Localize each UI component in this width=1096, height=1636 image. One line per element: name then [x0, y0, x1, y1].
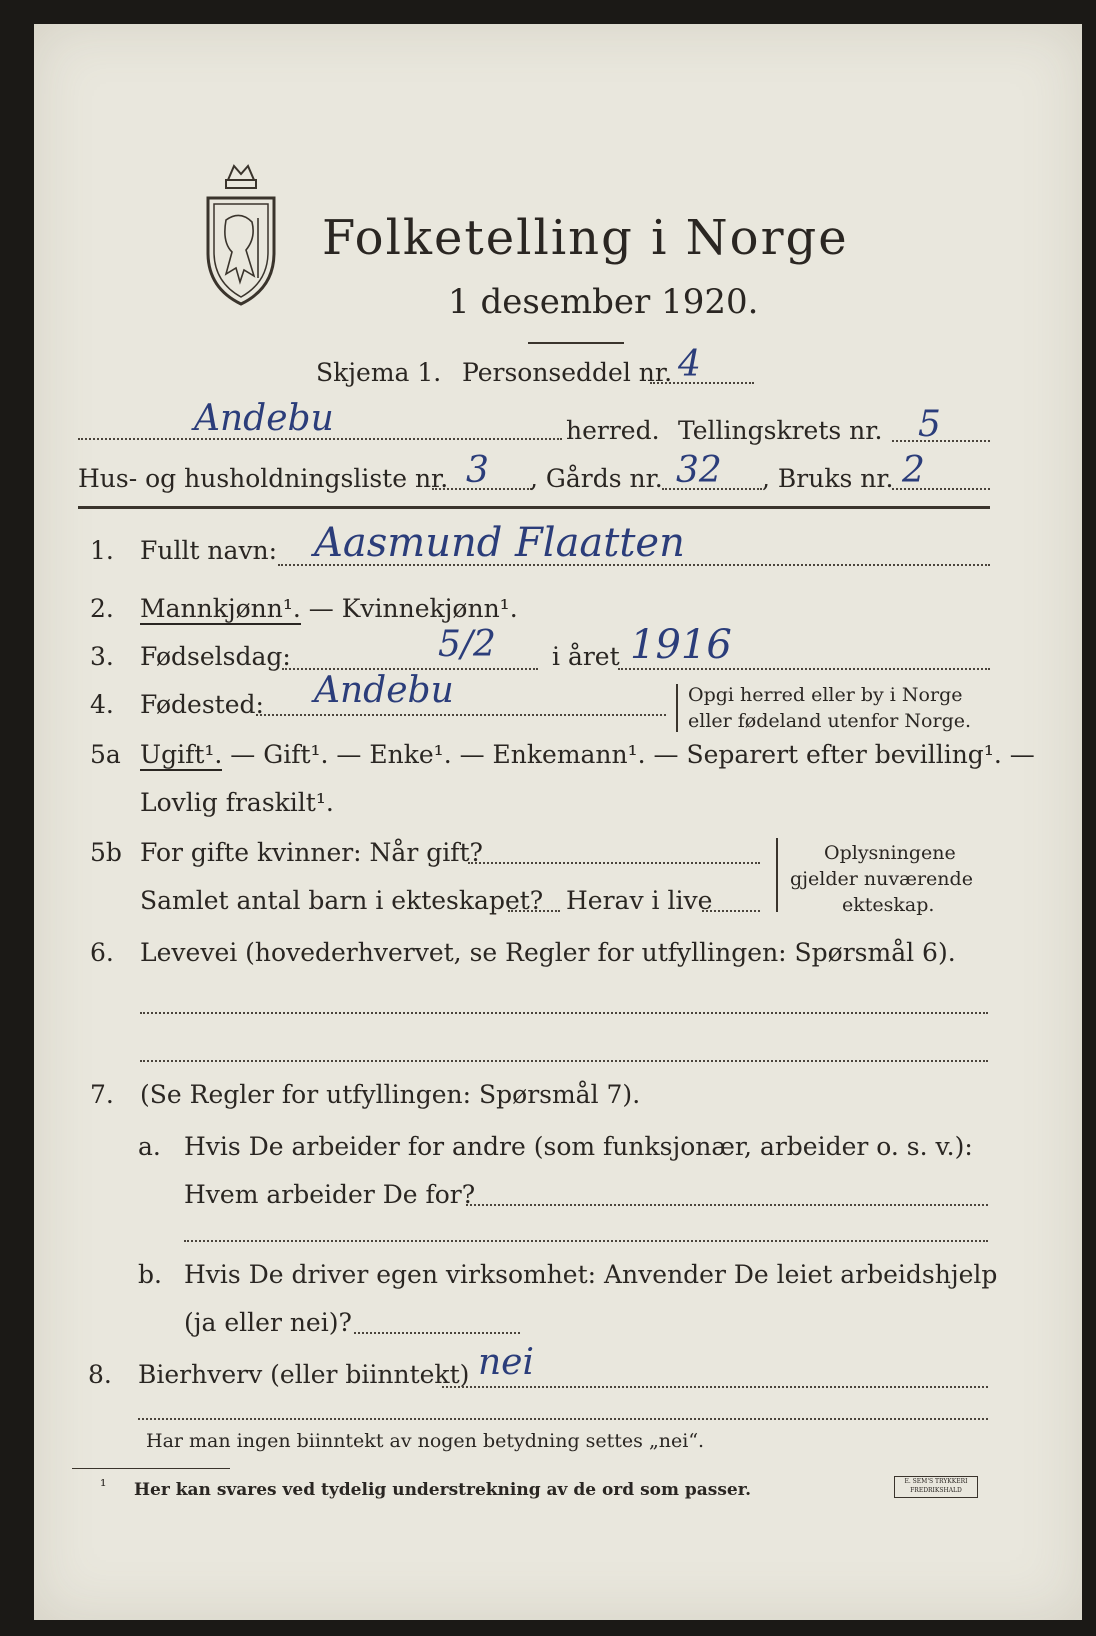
q1-label: Fullt navn:	[140, 536, 278, 565]
footnote-divider	[72, 1468, 230, 1469]
no-income-note: Har man ingen biinntekt av nogen betydning settes „nei“.	[146, 1430, 705, 1452]
footnote-text: Her kan svares ved tydelig understrekning av de ord som passer.	[134, 1480, 752, 1500]
q5b-brace	[776, 838, 778, 912]
coat-of-arms-icon	[200, 158, 282, 308]
q7b-line	[354, 1332, 520, 1334]
hus-label: Hus- og husholdningsliste nr.	[78, 464, 449, 493]
tellingskrets-label: Tellingskrets nr.	[678, 416, 883, 445]
q4-note-line2: eller fødeland utenfor Norge.	[688, 710, 972, 732]
bruks-label: , Bruks nr.	[762, 464, 894, 493]
q5a-options	[140, 740, 1035, 769]
q7b-text: Hvis De driver egen virksomhet: Anvender De leiet arbeidshjelp	[184, 1260, 998, 1289]
q4-note-line1: Opgi herred eller by i Norge	[688, 684, 963, 706]
side-income-value: nei	[478, 1342, 535, 1383]
q7a-line2	[184, 1240, 988, 1242]
q2-number: 2.	[90, 594, 114, 623]
q6-label: Levevei (hovederhvervet, se Regler for utfyllingen: Spørsmål 6).	[140, 938, 956, 967]
q5b-note-line1: Oplysningene	[824, 842, 956, 864]
q5b-alive-label: Herav i live	[566, 886, 713, 915]
q7b-text2: (ja eller nei)?	[184, 1308, 352, 1337]
q3-year-line	[618, 668, 990, 670]
q2-options	[140, 594, 518, 623]
census-date: 1 desember 1920.	[448, 282, 759, 322]
tellingskrets-value: 5	[918, 404, 941, 445]
q4-line	[256, 714, 666, 716]
q4-label: Fødested:	[140, 690, 264, 719]
header-divider	[78, 506, 990, 509]
gards-label: , Gårds nr.	[530, 464, 663, 493]
personseddel-line	[650, 382, 754, 384]
personseddel-label: Personseddel nr.	[462, 358, 673, 387]
q8-label: Bierhverv (eller biinntekt)	[138, 1360, 470, 1389]
q7a-line1	[466, 1204, 988, 1206]
q8-line1	[442, 1386, 988, 1388]
q4-number: 4.	[90, 690, 114, 719]
q5b-number: 5b	[90, 838, 122, 867]
birthdate-value: 5/2	[438, 624, 496, 665]
q3-year-label: i året	[552, 642, 620, 671]
q8-number: 8.	[88, 1360, 112, 1389]
q6-line1	[140, 1012, 988, 1014]
q2-separator: —	[300, 594, 342, 623]
q7a-text: Hvis De arbeider for andre (som funksjonær, arbeider o. s. v.):	[184, 1132, 973, 1161]
q6-line2	[140, 1060, 988, 1062]
q5b-note-line2: gjelder nuværende	[790, 868, 973, 890]
bruks-value: 2	[902, 450, 925, 491]
q6-number: 6.	[90, 938, 114, 967]
skjema-label: Skjema 1.	[316, 358, 442, 387]
footnote-mark: ¹	[100, 1476, 107, 1495]
q8-line2	[138, 1418, 988, 1420]
q5a-number: 5a	[90, 740, 121, 769]
q7-label: (Se Regler for utfyllingen: Spørsmål 7).	[140, 1080, 641, 1109]
personseddel-value: 4	[678, 344, 701, 385]
page-title: Folketelling i Norge	[322, 210, 849, 266]
q5a-line2: Lovlig fraskilt¹.	[140, 788, 334, 817]
male-option: Mannkjønn¹.	[140, 594, 301, 623]
q7b-letter: b.	[138, 1260, 162, 1289]
q1-number: 1.	[90, 536, 114, 565]
q5b-note-line3: ekteskap.	[842, 894, 935, 916]
census-form-page	[34, 24, 1082, 1620]
female-option: Kvinnekjønn¹.	[341, 594, 518, 623]
q5b-children-label: Samlet antal barn i ekteskapet?	[140, 886, 544, 915]
q4-brace	[676, 684, 678, 732]
herred-label: herred.	[566, 416, 660, 445]
full-name-value: Aasmund Flaatten	[314, 520, 685, 566]
q7a-letter: a.	[138, 1132, 161, 1161]
q5b-children-line	[508, 910, 560, 912]
herred-value: Andebu	[194, 398, 334, 439]
unmarried-option: Ugift¹.	[140, 740, 223, 769]
q5b-alive-line	[702, 910, 760, 912]
q3-label: Fødselsdag:	[140, 642, 291, 671]
q5b-married-line	[468, 862, 760, 864]
title-divider	[528, 342, 624, 344]
tellingskrets-line	[892, 440, 990, 442]
printer-stamp: E. SEM'S TRYKKERI FREDRIKSHALD	[894, 1476, 978, 1498]
q3-number: 3.	[90, 642, 114, 671]
hus-value: 3	[466, 450, 489, 491]
other-marital-options: — Gift¹. — Enke¹. — Enkemann¹. — Separert efter bevilling¹. —	[230, 740, 1035, 769]
q7-number: 7.	[90, 1080, 114, 1109]
q5b-line1: For gifte kvinner: Når gift?	[140, 838, 483, 867]
birthplace-value: Andebu	[314, 670, 454, 711]
q7a-text2: Hvem arbeider De for?	[184, 1180, 476, 1209]
gards-value: 32	[676, 450, 722, 491]
birth-year-value: 1916	[630, 622, 732, 668]
